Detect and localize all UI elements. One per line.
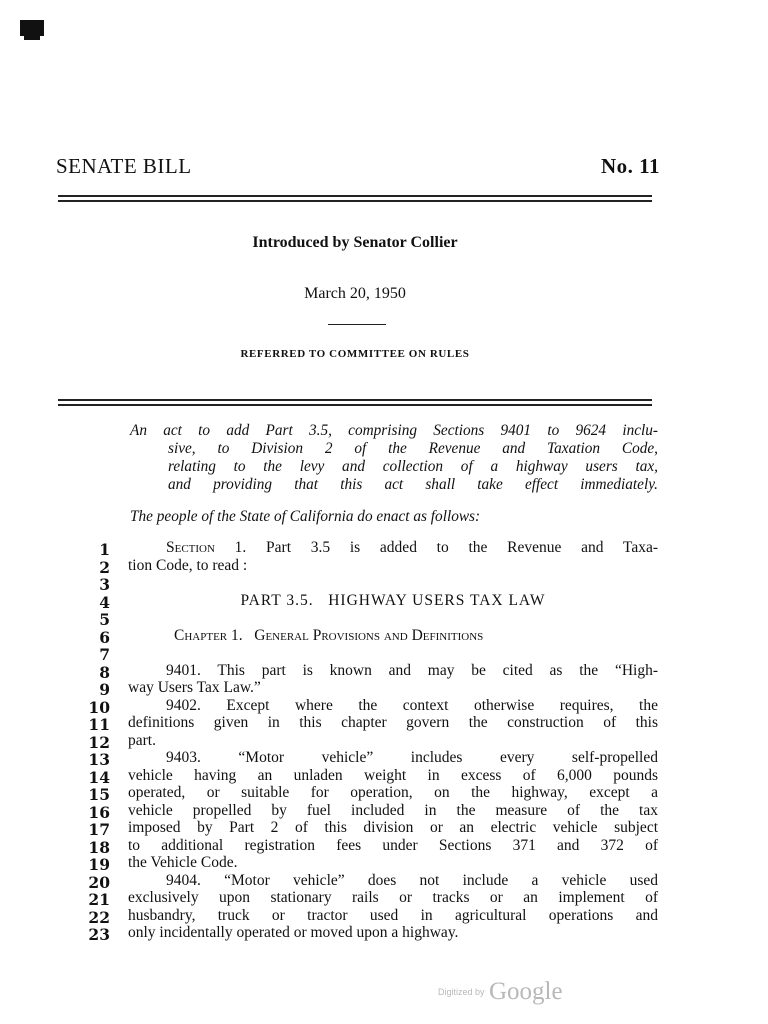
line-number: 5 [99, 610, 110, 629]
body-line: 9403. “Motor vehicle” includes every self-propelled [166, 749, 658, 766]
body-line: to additional registration fees under Sections 371 and 372 of [128, 836, 658, 854]
bill-number: No. 11 [600, 154, 660, 178]
body-line: imposed by Part 2 of this division or an electric vehicle subject [128, 819, 658, 836]
line-number: 7 [99, 645, 110, 664]
line-number: 10 [88, 697, 110, 717]
watermark-prefix: Digitized by [438, 987, 485, 997]
body-line: 9404. “Motor vehicle” does not include a vehicle used [166, 871, 658, 889]
body-line: vehicle propelled by fuel included in the measure of the tax [128, 801, 658, 819]
line-number: 1 [99, 540, 110, 559]
bill-type: SENATE BILL [56, 154, 192, 178]
committee-referral: REFERRED TO COMMITTEE ON RULES [240, 348, 470, 360]
header-double-rule [58, 195, 652, 202]
body-line: only incidentally operated or moved upon a highway. [128, 924, 459, 941]
body-line: the Vehicle Code. [128, 854, 238, 871]
line-number: 6 [99, 627, 110, 647]
line-number: 23 [88, 925, 110, 944]
body-line: vehicle having an unladen weight in excess of 6,000 pounds [128, 766, 658, 784]
chapter-heading: Chapter 1. General Provisions and Definitions [174, 626, 484, 644]
line-number-column [80, 541, 110, 944]
act-title-line: sive, to Division 2 of the Revenue and Taxation Code, [168, 440, 658, 457]
body-line: 9401. This part is known and may be cited as the “High- [166, 661, 658, 679]
line-number: 13 [88, 750, 110, 769]
line-number: 18 [88, 837, 110, 857]
google-logo: Google [488, 978, 563, 1005]
line-number: 19 [88, 855, 110, 874]
title-double-rule [58, 399, 652, 406]
line-number: 14 [88, 767, 110, 787]
body-line: operated, or suitable for operation, on the highway, except a [128, 784, 658, 801]
section-1-line [128, 539, 658, 557]
blank-line [128, 574, 658, 592]
digitized-watermark [438, 978, 563, 1006]
body-line: part. [128, 731, 156, 749]
line-number: 2 [99, 557, 110, 577]
section-1-text: Part 3.5 is added to the Revenue and Taxa- [266, 539, 658, 556]
line-number: 21 [88, 890, 110, 909]
line-number: 4 [99, 592, 110, 612]
body-line: exclusively upon stationary rails or tracks or an implement of [128, 889, 658, 906]
line-number: 15 [88, 785, 110, 804]
act-title-line: relating to the levy and collection of a highway users tax, [168, 458, 658, 475]
body-line: definitions given in this chapter govern the construction of this [128, 714, 658, 731]
line-number: 9 [99, 680, 110, 699]
blank-line [128, 644, 658, 662]
introduction-date: March 20, 1950 [304, 285, 406, 302]
act-title [130, 422, 658, 494]
short-divider [328, 324, 386, 325]
line-number: 11 [88, 715, 110, 734]
line-number: 3 [99, 575, 110, 594]
introduced-by: Introduced by Senator Collier [252, 234, 458, 251]
line-number: 12 [88, 732, 110, 752]
line-number: 22 [88, 907, 110, 927]
act-title-line: An act to add Part 3.5, comprising Sections 9401 to 9624 inclu- [130, 422, 658, 439]
enacting-clause: The people of the State of California do enact as follows: [130, 508, 481, 525]
section-label: Section 1. [166, 539, 247, 556]
bill-body [128, 539, 658, 942]
act-title-line: and providing that this act shall take effect immediately. [168, 476, 658, 493]
section-1-line: tion Code, to read : [128, 556, 248, 574]
blank-line [128, 609, 658, 627]
line-number: 16 [88, 802, 110, 822]
corner-scan-mark [20, 20, 44, 36]
body-line: 9402. Except where the context otherwise requires, the [166, 696, 658, 714]
body-line: way Users Tax Law.” [128, 679, 261, 696]
line-number: 17 [88, 820, 110, 839]
body-line: husbandry, truck or tractor used in agricultural operations and [128, 906, 658, 924]
part-heading: PART 3.5. HIGHWAY USERS TAX LAW [240, 591, 546, 609]
line-number: 8 [99, 662, 110, 682]
line-number: 20 [88, 872, 110, 892]
